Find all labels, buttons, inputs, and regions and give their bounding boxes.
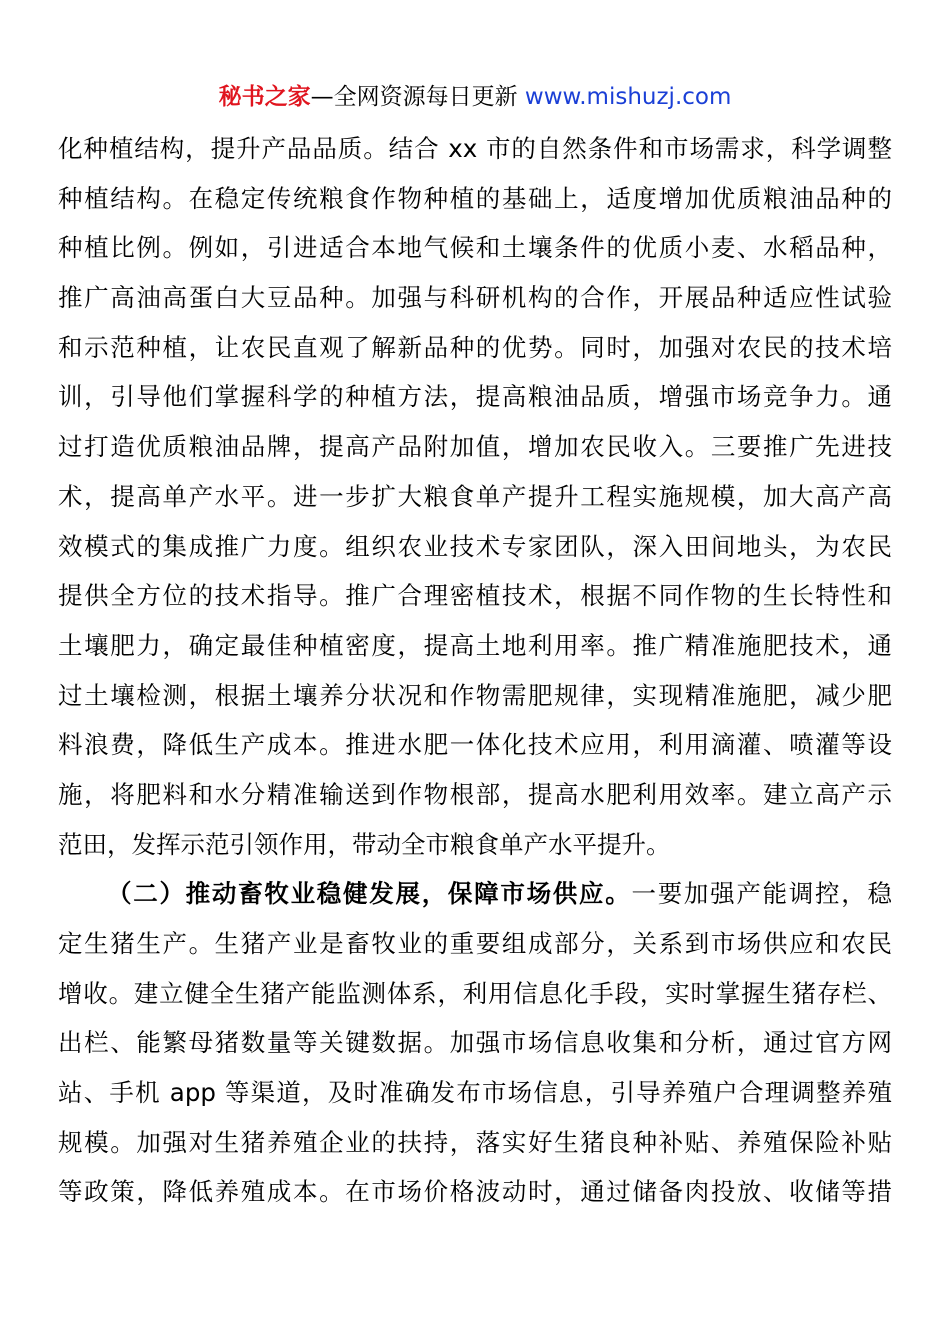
text-line: 土壤肥力，确定最佳种植密度，提高土地利用率。推广精准施肥技术，通 <box>58 630 892 660</box>
text-line: 和示范种植，让农民直观了解新品种的优势。同时，加强对农民的技术培 <box>58 332 892 362</box>
text-line: 过土壤检测，根据土壤养分状况和作物需肥规律，实现精准施肥，减少肥 <box>58 680 892 710</box>
header-tagline: —全网资源每日更新 <box>310 84 525 110</box>
paragraph-2-first-line <box>58 869 892 919</box>
section-heading: （二）推动畜牧业稳健发展，保障市场供应。 <box>107 879 632 909</box>
page-header <box>0 80 950 114</box>
text-span: 一要加强产能调控，稳 <box>631 879 893 909</box>
paragraph-1 <box>58 124 892 869</box>
brand-name: 秘书之家 <box>218 84 311 110</box>
text-line: 站、手机 app 等渠道，及时准确发布市场信息，引导养殖户合理调整养殖 <box>58 1078 892 1108</box>
text-line: 化种植结构，提升产品品质。结合 xx 市的自然条件和市场需求，科学调整 <box>58 134 892 163</box>
text-line: 定生猪生产。生猪产业是畜牧业的重要组成部分，关系到市场供应和农民 <box>58 929 892 958</box>
text-line: 范田，发挥示范引领作用，带动全市粮食单产水平提升。 <box>58 829 671 859</box>
text-line: 规模。加强对生猪养殖企业的扶持，落实好生猪良种补贴、养殖保险补贴 <box>58 1127 892 1157</box>
text-line: 种植结构。在稳定传统粮食作物种植的基础上，适度增加优质粮油品种的 <box>58 183 892 213</box>
paragraph-2 <box>58 869 892 1217</box>
text-line: 料浪费，降低生产成本。推进水肥一体化技术应用，利用滴灌、喷灌等设 <box>58 730 892 760</box>
text-line: 种植比例。例如，引进适合本地气候和土壤条件的优质小麦、水稻品种， <box>58 233 892 263</box>
text-line: 增收。建立健全生猪产能监测体系，利用信息化手段，实时掌握生猪存栏、 <box>58 978 892 1008</box>
text-line: 提供全方位的技术指导。推广合理密植技术，根据不同作物的生长特性和 <box>58 581 892 611</box>
site-link[interactable]: www.mishuzj.com <box>524 84 732 110</box>
text-line: 训，引导他们掌握科学的种植方法，提高粮油品质，增强市场竞争力。通 <box>58 382 892 412</box>
document-body <box>58 124 892 1217</box>
text-line: 施，将肥料和水分精准输送到作物根部，提高水肥利用效率。建立高产示 <box>58 779 892 809</box>
text-line: 效模式的集成推广力度。组织农业技术专家团队，深入田间地头，为农民 <box>58 531 892 561</box>
text-line: 推广高油高蛋白大豆品种。加强与科研机构的合作，开展品种适应性试验 <box>58 283 892 313</box>
text-line: 出栏、能繁母猪数量等关键数据。加强市场信息收集和分析，通过官方网 <box>58 1028 892 1058</box>
text-line: 过打造优质粮油品牌，提高产品附加值，增加农民收入。三要推广先进技 <box>58 432 892 462</box>
text-line: 术，提高单产水平。进一步扩大粮食单产提升工程实施规模，加大高产高 <box>58 481 892 511</box>
text-line: 等政策，降低养殖成本。在市场价格波动时，通过储备肉投放、收储等措 <box>58 1177 892 1207</box>
